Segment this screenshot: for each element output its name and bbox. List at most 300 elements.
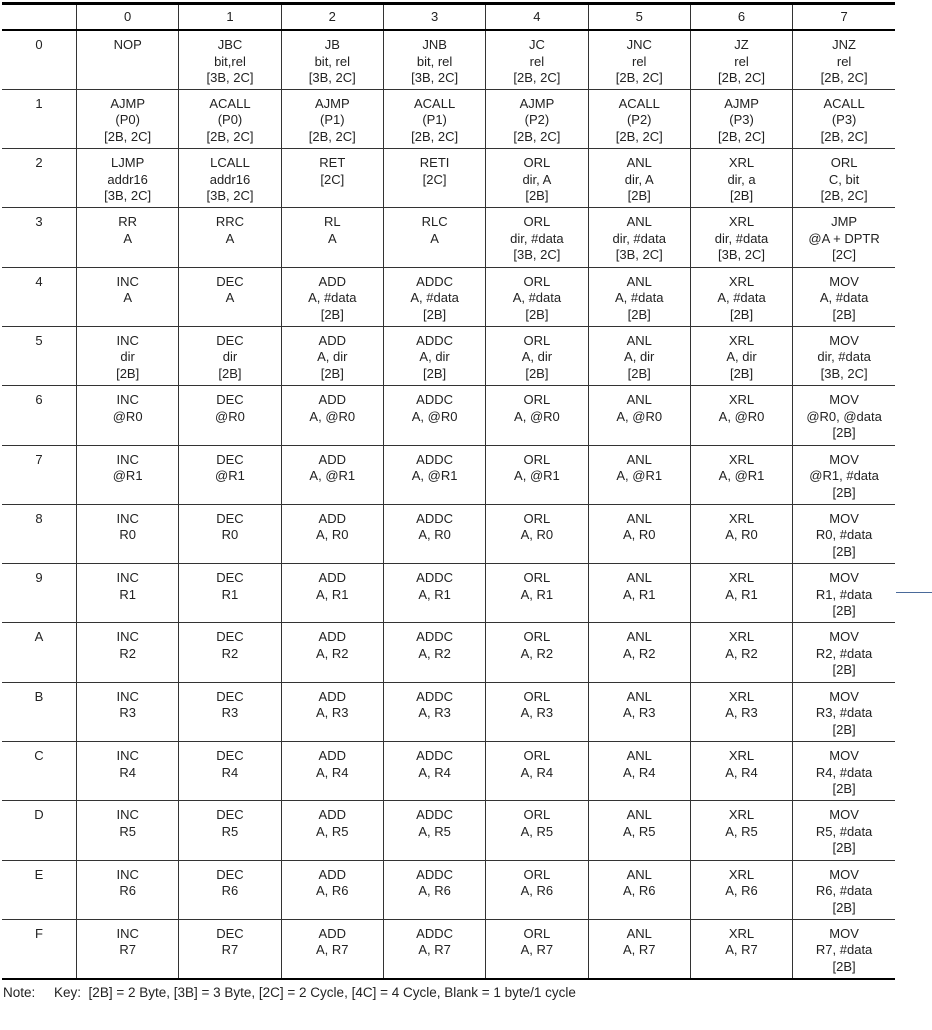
operand-line: [3B, 2C] (206, 188, 254, 204)
opcode-cell (179, 682, 281, 741)
opcode-cell (690, 149, 792, 208)
operand-line: [2B] (832, 899, 856, 915)
mnemonic: MOV (829, 748, 859, 764)
operand-line: A, @R1 (616, 468, 663, 484)
operand-line: A, dir (726, 349, 757, 365)
mnemonic: ANL (626, 392, 652, 408)
mnemonic: ANL (626, 214, 652, 230)
operand-line: [2B] (423, 365, 447, 381)
opcode-cell (179, 267, 281, 326)
operand-line: [2B] (627, 306, 651, 322)
opcode-cell (77, 89, 179, 148)
row-header: 2 (2, 149, 77, 208)
mnemonic: DEC (216, 273, 244, 289)
mnemonic: ADDC (416, 807, 454, 823)
opcode-cell (793, 919, 895, 978)
operand-line: [2C] (832, 247, 857, 263)
column-header: 4 (486, 4, 588, 31)
operand-line: A, #data (512, 290, 562, 306)
mnemonic: ANL (626, 866, 652, 882)
mnemonic: ADDC (416, 866, 454, 882)
operand-line: A, R2 (622, 645, 656, 661)
row-header: 6 (2, 386, 77, 445)
opcode-cell (486, 30, 588, 89)
table-row (2, 623, 895, 682)
mnemonic: XRL (728, 392, 755, 408)
operand-line: [2B, 2C] (513, 70, 561, 85)
mnemonic: NOP (113, 37, 142, 52)
opcode-cell (383, 386, 485, 445)
mnemonic: ANL (626, 510, 652, 526)
mnemonic: DEC (216, 748, 244, 764)
operand-line: [2B, 2C] (820, 188, 868, 204)
opcode-cell (179, 919, 281, 978)
operand-line: R4 (119, 764, 136, 780)
mnemonic: XRL (728, 510, 755, 526)
table-note (3, 985, 576, 1000)
operand-line: A, @R1 (718, 468, 765, 484)
operand-line: @R1 (112, 468, 143, 484)
mnemonic: XRL (728, 866, 755, 882)
opcode-cell (281, 623, 383, 682)
row-header: E (2, 860, 77, 919)
operand-line: [2B] (423, 306, 447, 322)
mnemonic: ANL (626, 451, 652, 467)
operand-line: A, @R1 (514, 468, 560, 484)
mnemonic: ORL (523, 925, 551, 941)
mnemonic: DEC (216, 925, 244, 941)
operand-line: A, #data (819, 290, 869, 306)
mnemonic: ANL (626, 748, 652, 764)
opcode-cell (179, 504, 281, 563)
opcode-cell (588, 208, 690, 267)
operand-line: R0, #data (815, 527, 873, 543)
operand-line: A, dir (419, 349, 450, 365)
operand-line: A, #data (308, 290, 357, 306)
column-header: 7 (793, 4, 895, 31)
operand-line: dir (222, 349, 238, 365)
mnemonic: INC (116, 629, 139, 645)
mnemonic: ADD (318, 807, 346, 823)
operand-line: R0 (119, 527, 136, 543)
mnemonic: ADDC (416, 925, 454, 941)
opcode-cell (77, 30, 179, 89)
mnemonic: XRL (728, 807, 755, 823)
operand-line: @R0, @data (806, 408, 882, 424)
row-header: B (2, 682, 77, 741)
mnemonic: ORL (523, 155, 551, 171)
operand-line: R2 (221, 645, 239, 661)
opcode-cell (179, 326, 281, 385)
operand-line: R1, #data (815, 586, 873, 602)
opcode-cell (281, 919, 383, 978)
opcode-cell (690, 919, 792, 978)
mnemonic: MOV (829, 332, 859, 348)
column-header: 0 (77, 4, 179, 31)
operand-line: dir, #data (510, 230, 564, 246)
mnemonic: ADD (318, 629, 346, 645)
operand-line: [2B, 2C] (206, 128, 254, 144)
row-header: 3 (2, 208, 77, 267)
mnemonic: ADD (318, 510, 346, 526)
mnemonic: INC (116, 688, 139, 704)
opcode-cell (690, 682, 792, 741)
row-header: 1 (2, 89, 77, 148)
opcode-cell (77, 504, 179, 563)
opcode-cell (588, 860, 690, 919)
opcode-cell (77, 149, 179, 208)
mnemonic: DEC (216, 451, 244, 467)
mnemonic: RETI (419, 155, 450, 171)
header-corner (2, 4, 77, 31)
mnemonic: ADDC (416, 570, 454, 586)
operand-line: A, #data (717, 290, 766, 306)
mnemonic: JMP (831, 214, 858, 230)
opcode-cell (281, 742, 383, 801)
opcode-cell (179, 149, 281, 208)
opcode-cell (281, 504, 383, 563)
operand-line: [2B] (525, 365, 549, 381)
opcode-cell (77, 623, 179, 682)
operand-line: A, R4 (520, 764, 554, 780)
table-body (2, 30, 895, 979)
mnemonic: INC (116, 925, 139, 941)
mnemonic: ORL (830, 155, 858, 171)
operand-line: [2B, 2C] (104, 128, 152, 144)
mnemonic: INC (116, 748, 139, 764)
mnemonic: ORL (523, 688, 551, 704)
opcode-cell (383, 682, 485, 741)
opcode-cell (690, 30, 792, 89)
opcode-cell (793, 326, 895, 385)
operand-line: (P2) (524, 112, 550, 128)
opcode-cell (281, 149, 383, 208)
opcode-cell (690, 326, 792, 385)
mnemonic: XRL (728, 925, 755, 941)
mnemonic: MOV (829, 392, 859, 408)
opcode-cell (77, 208, 179, 267)
table-row (2, 801, 895, 860)
opcode-cell (588, 445, 690, 504)
operand-line: A, @R0 (514, 408, 560, 424)
operand-line: [2B] (729, 306, 754, 322)
mnemonic: ORL (523, 392, 551, 408)
operand-line: [2B] (832, 781, 856, 797)
operand-line: [2B] (627, 188, 651, 204)
operand-line: @A + DPTR (808, 230, 880, 246)
mnemonic: XRL (728, 570, 755, 586)
operand-line: A, @R0 (309, 408, 356, 424)
row-header: A (2, 623, 77, 682)
mnemonic: ADD (318, 392, 346, 408)
operand-line: [3B, 2C] (615, 247, 663, 263)
opcode-cell (383, 564, 485, 623)
row-header: 7 (2, 445, 77, 504)
opcode-cell (77, 445, 179, 504)
opcode-cell (179, 30, 281, 89)
opcode-cell (690, 445, 792, 504)
opcode-cell (588, 326, 690, 385)
mnemonic: DEC (216, 332, 244, 348)
mnemonic: RLC (421, 214, 448, 230)
operand-line: A, R0 (622, 527, 656, 543)
operand-line: A, R3 (520, 705, 554, 721)
mnemonic: ORL (523, 629, 551, 645)
mnemonic: ACALL (413, 95, 456, 111)
opcode-cell (179, 89, 281, 148)
opcode-cell (77, 682, 179, 741)
operand-line: (P1) (320, 112, 345, 128)
mnemonic: XRL (728, 155, 755, 171)
opcode-cell (793, 623, 895, 682)
mnemonic: ANL (626, 570, 652, 586)
opcode-cell (383, 149, 485, 208)
opcode-cell (793, 386, 895, 445)
operand-line: [3B, 2C] (513, 247, 561, 263)
operand-line: [2C] (320, 171, 345, 187)
operand-line: A, R4 (725, 764, 758, 780)
operand-line: A, R1 (316, 586, 349, 602)
operand-line: rel (631, 53, 647, 69)
opcode-cell (793, 208, 895, 267)
opcode-cell (588, 30, 690, 89)
mnemonic: ADDC (416, 510, 454, 526)
mnemonic: ANL (626, 807, 652, 823)
margin-marker-line (896, 592, 932, 593)
table-row (2, 682, 895, 741)
operand-line: R3 (119, 705, 136, 721)
opcode-cell (486, 801, 588, 860)
operand-line: [2B] (320, 306, 344, 322)
opcode-cell (588, 149, 690, 208)
mnemonic: JBC (217, 37, 243, 52)
table-row (2, 445, 895, 504)
operand-line: A, R5 (418, 823, 451, 839)
mnemonic: DEC (216, 688, 244, 704)
row-header: F (2, 919, 77, 978)
opcode-cell (690, 386, 792, 445)
opcode-cell (77, 326, 179, 385)
operand-line: A, @R0 (718, 408, 765, 424)
mnemonic: XRL (728, 451, 755, 467)
operand-line: bit, rel (416, 53, 453, 69)
column-header: 1 (179, 4, 281, 31)
mnemonic: MOV (829, 925, 859, 941)
operand-line: A, R7 (418, 942, 451, 958)
mnemonic: DEC (216, 510, 244, 526)
table-row (2, 326, 895, 385)
mnemonic: LJMP (111, 155, 145, 171)
opcode-cell (486, 326, 588, 385)
opcode-cell (486, 445, 588, 504)
opcode-cell (486, 919, 588, 978)
opcode-cell (486, 564, 588, 623)
mnemonic: ANL (626, 273, 652, 289)
table-row (2, 919, 895, 978)
operand-line: A, @R0 (616, 408, 663, 424)
table-row (2, 860, 895, 919)
operand-line: A, R7 (622, 942, 656, 958)
operand-line: @R1, #data (809, 468, 879, 484)
operand-line: bit,rel (214, 53, 246, 69)
operand-line: A (123, 290, 132, 306)
operand-line: R1 (221, 586, 239, 602)
operand-line: A, R0 (520, 527, 554, 543)
opcode-cell (281, 30, 383, 89)
mnemonic: MOV (829, 451, 859, 467)
opcode-cell (588, 89, 690, 148)
operand-line: R3, #data (815, 705, 873, 721)
opcode-cell (588, 919, 690, 978)
operand-line: dir, A (624, 171, 654, 187)
operand-line: A, R6 (520, 883, 554, 899)
operand-line: rel (734, 53, 749, 69)
opcode-cell (77, 919, 179, 978)
opcode-cell (793, 742, 895, 801)
operand-line: [2B, 2C] (615, 128, 663, 144)
operand-line: A, R1 (622, 586, 656, 602)
operand-line: R2 (119, 645, 136, 661)
operand-line: [2B] (832, 306, 856, 322)
opcode-cell (793, 267, 895, 326)
operand-line: @R1 (215, 468, 245, 484)
mnemonic: AJMP (314, 95, 350, 111)
mnemonic: MOV (829, 570, 859, 586)
operand-line: A, R4 (316, 764, 349, 780)
opcode-cell (77, 564, 179, 623)
operand-line: A, dir (624, 349, 655, 365)
column-header: 5 (588, 4, 690, 31)
operand-line: A, R1 (725, 586, 758, 602)
opcode-cell (793, 445, 895, 504)
mnemonic: ORL (523, 748, 551, 764)
mnemonic: ADDC (416, 332, 454, 348)
operand-line: R1 (119, 586, 136, 602)
opcode-cell (383, 860, 485, 919)
operand-line: [2B, 2C] (718, 128, 766, 144)
opcode-cell (588, 267, 690, 326)
header-row (2, 4, 895, 31)
operand-line: A, R2 (316, 645, 349, 661)
mnemonic: MOV (829, 629, 859, 645)
operand-line: A, R0 (418, 527, 451, 543)
opcode-cell (77, 386, 179, 445)
operand-line: (P0) (115, 112, 140, 128)
mnemonic: JB (324, 37, 340, 52)
operand-line: [3B, 2C] (718, 247, 766, 263)
mnemonic: ORL (523, 214, 551, 230)
mnemonic: ADDC (416, 451, 454, 467)
mnemonic: ANL (626, 332, 652, 348)
table-row (2, 564, 895, 623)
table-row (2, 149, 895, 208)
opcode-cell (179, 623, 281, 682)
operand-line: [2B] (832, 484, 856, 500)
opcode-cell (690, 623, 792, 682)
operand-line: A, R5 (725, 823, 758, 839)
mnemonic: XRL (728, 332, 755, 348)
operand-line: A, @R1 (309, 468, 356, 484)
operand-line: A, R1 (520, 586, 554, 602)
operand-line: [2B] (218, 365, 242, 381)
opcode-cell (588, 682, 690, 741)
opcode-cell (690, 504, 792, 563)
opcode-cell (281, 860, 383, 919)
opcode-cell (793, 89, 895, 148)
opcode-cell (179, 564, 281, 623)
opcode-cell (486, 89, 588, 148)
operand-line: A, R5 (622, 823, 656, 839)
mnemonic: DEC (216, 629, 244, 645)
mnemonic: ORL (523, 451, 551, 467)
operand-line: [2B] (525, 306, 549, 322)
operand-line: [2B] (525, 188, 549, 204)
mnemonic: ORL (523, 332, 551, 348)
opcode-cell (690, 564, 792, 623)
opcode-cell (179, 445, 281, 504)
opcode-cell (383, 801, 485, 860)
opcode-cell (383, 208, 485, 267)
operand-line: A (225, 290, 235, 306)
operand-line: A, R5 (520, 823, 554, 839)
operand-line: (P0) (217, 112, 243, 128)
operand-line: (P3) (729, 112, 754, 128)
operand-line: A, R6 (316, 883, 349, 899)
opcode-cell (486, 504, 588, 563)
mnemonic: ORL (523, 866, 551, 882)
operand-line: [2B] (729, 188, 754, 204)
table-row (2, 30, 895, 89)
opcode-cell (793, 504, 895, 563)
operand-line: R6, #data (815, 883, 873, 899)
opcode-cell (588, 623, 690, 682)
operand-line: R4, #data (815, 764, 873, 780)
mnemonic: JZ (734, 37, 749, 52)
operand-line: A, R6 (725, 883, 758, 899)
opcode-cell (383, 623, 485, 682)
operand-line: A, dir (521, 349, 553, 365)
mnemonic: ADDC (416, 629, 454, 645)
mnemonic: ANL (626, 155, 652, 171)
opcode-cell (281, 89, 383, 148)
operand-line: R7, #data (815, 942, 873, 958)
operand-line: A, R3 (316, 705, 349, 721)
operand-line: dir, a (727, 171, 756, 187)
table-row (2, 208, 895, 267)
operand-line: [3B, 2C] (104, 188, 152, 204)
mnemonic: ADD (318, 273, 346, 289)
operand-line: rel (836, 53, 852, 69)
mnemonic: INC (116, 332, 139, 348)
row-header: 0 (2, 30, 77, 89)
opcode-cell (383, 267, 485, 326)
mnemonic: DEC (216, 392, 244, 408)
operand-line: [2B] (832, 840, 856, 856)
operand-line: addr16 (209, 171, 251, 187)
mnemonic: ANL (626, 629, 652, 645)
mnemonic: MOV (829, 510, 859, 526)
operand-line: A, @R0 (411, 408, 458, 424)
table-row (2, 89, 895, 148)
operand-line: [2B] (832, 425, 856, 441)
opcode-cell (793, 30, 895, 89)
row-header: C (2, 742, 77, 801)
opcode-cell (77, 860, 179, 919)
table-row (2, 504, 895, 563)
operand-line: [2B] (832, 721, 856, 737)
opcode-cell (486, 623, 588, 682)
row-header: D (2, 801, 77, 860)
